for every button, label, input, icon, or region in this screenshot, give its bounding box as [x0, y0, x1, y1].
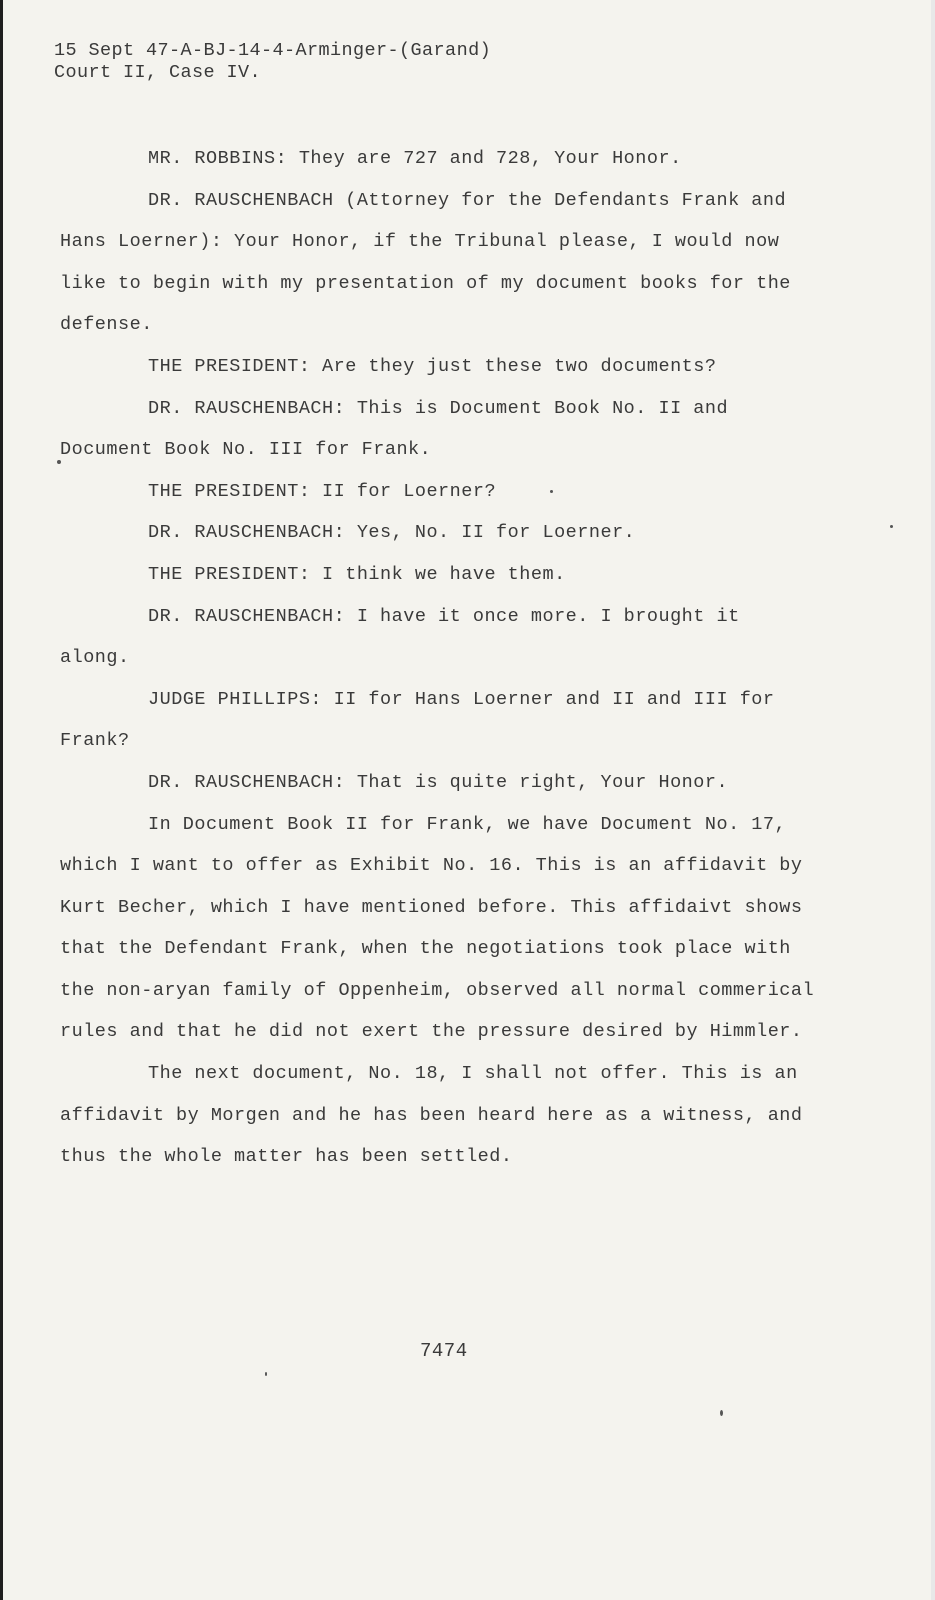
header-line-1: 15 Sept 47-A-BJ-14-4-Arminger-(Garand) [54, 40, 492, 61]
ink-speck [890, 525, 893, 528]
paragraph: THE PRESIDENT: I think we have them. [148, 563, 566, 585]
paragraph: DR. RAUSCHENBACH: This is Document Book No. II and Document Book No. III for Frank. [60, 397, 729, 461]
header-line-2: Court II, Case IV. [54, 62, 262, 83]
paragraph: THE PRESIDENT: II for Loerner? [148, 480, 497, 502]
page-header [54, 40, 491, 84]
paragraph: JUDGE PHILLIPS: II for Hans Loerner and II and III for Frank? [60, 688, 775, 752]
paragraph: DR. RAUSCHENBACH: I have it once more. I brought it along. [60, 605, 740, 669]
ink-speck [57, 460, 61, 464]
paragraph: DR. RAUSCHENBACH: That is quite right, Your Honor. [148, 771, 729, 793]
ink-speck [265, 1372, 267, 1376]
paragraph: In Document Book II for Frank, we have Document No. 17, which I want to offer as Exhibit No. 16. This is an affidavit by Kurt Becher, which I have mentioned before. This affidaivt shows that the Defendant Frank, when the negotiations took place with the non-aryan family of Oppenheim, observed all normal commerical rules and that he did not exert the pressure desired by Himmler. [60, 813, 815, 1043]
paragraph: DR. RAUSCHENBACH: Yes, No. II for Loerner. [148, 522, 636, 544]
paragraph: MR. ROBBINS: They are 727 and 728, Your Honor. [148, 148, 682, 169]
ink-speck [720, 1410, 723, 1416]
page-number: 7474 [420, 1340, 468, 1362]
transcript-body [60, 138, 820, 1178]
paragraph: THE PRESIDENT: Are they just these two documents? [148, 355, 717, 377]
ink-speck [550, 490, 553, 493]
paragraph: The next document, No. 18, I shall not offer. This is an affidavit by Morgen and he has been heard here as a witness, and thus the whole matter has been settled. [60, 1063, 803, 1168]
paragraph: DR. RAUSCHENBACH (Attorney for the Defendants Frank and Hans Loerner): Your Honor, if the Tribunal please, I would now like to begin with my presentation of my document books for the defense. [60, 189, 791, 336]
